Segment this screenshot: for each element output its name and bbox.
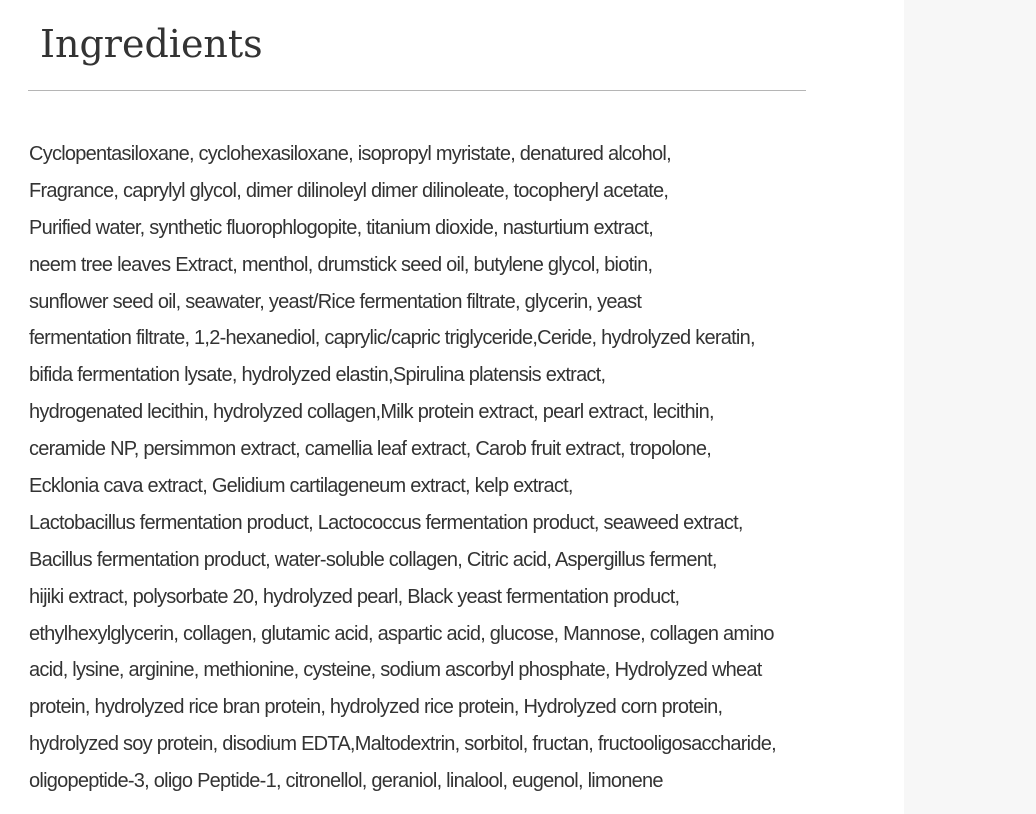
ingredient-line: Purified water, synthetic fluorophlogopite, titanium dioxide, nasturtium extract, (29, 216, 654, 239)
ingredient-line: ethylhexylglycerin, collagen, glutamic acid, aspartic acid, glucose, Mannose, collagen amino (29, 622, 774, 645)
ingredient-line: hydrogenated lecithin, hydrolyzed collagen,Milk protein extract, pearl extract, lecithin, (29, 401, 714, 424)
side-panel (904, 0, 1036, 814)
ingredient-line: bifida fermentation lysate, hydrolyzed elastin,Spirulina platensis extract, (29, 364, 606, 387)
ingredient-line: Cyclopentasiloxane, cyclohexasiloxane, isopropyl myristate, denatured alcohol, (29, 143, 671, 165)
section-heading: Ingredients (40, 22, 263, 66)
heading-divider (28, 90, 806, 91)
ingredient-line: ceramide NP, persimmon extract, camellia leaf extract, Carob fruit extract, tropolone, (29, 438, 712, 461)
ingredient-line: acid, lysine, arginine, methionine, cysteine, sodium ascorbyl phosphate, Hydrolyzed wheat (29, 659, 762, 682)
ingredient-line: neem tree leaves Extract, menthol, drumstick seed oil, butylene glycol, biotin, (29, 253, 653, 276)
ingredient-line: hydrolyzed soy protein, disodium EDTA,Maltodextrin, sorbitol, fructan, fructooligosaccharide, (29, 733, 776, 756)
ingredient-line: hijiki extract, polysorbate 20, hydrolyzed pearl, Black yeast fermentation product, (29, 585, 680, 608)
ingredient-line: sunflower seed oil, seawater, yeast/Rice fermentation filtrate, glycerin, yeast (29, 290, 642, 313)
ingredient-line: oligopeptide-3, oligo Peptide-1, citronellol, geraniol, linalool, eugenol, limonene (29, 770, 663, 793)
ingredient-line: protein, hydrolyzed rice bran protein, hydrolyzed rice protein, Hydrolyzed corn protein, (29, 696, 723, 719)
ingredient-line: Bacillus fermentation product, water-soluble collagen, Citric acid, Aspergillus ferment, (29, 548, 717, 571)
ingredient-list (29, 136, 909, 800)
ingredient-line: Lactobacillus fermentation product, Lactococcus fermentation product, seaweed extract, (29, 511, 743, 534)
ingredient-line: Fragrance, caprylyl glycol, dimer dilinoleyl dimer dilinoleate, tocopheryl acetate, (29, 179, 669, 202)
ingredient-line: Ecklonia cava extract, Gelidium cartilageneum extract, kelp extract, (29, 475, 573, 498)
ingredient-line: fermentation filtrate, 1,2-hexanediol, caprylic/capric triglyceride,Ceride, hydrolyzed keratin, (29, 327, 755, 350)
